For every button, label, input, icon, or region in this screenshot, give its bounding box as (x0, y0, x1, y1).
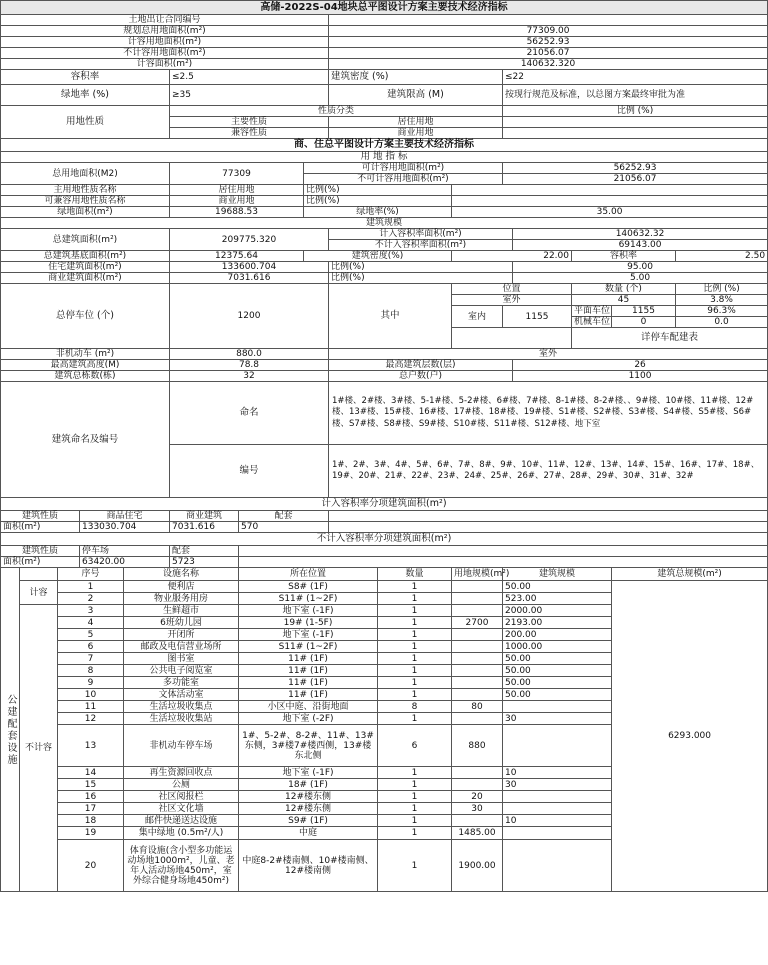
facility-land (452, 815, 503, 827)
facility-qty: 1 (378, 767, 452, 779)
facility-land (452, 713, 503, 725)
facility-location: 18# (1F) (239, 779, 378, 791)
facility-land: 1485.00 (452, 827, 503, 840)
facility-build: 30 (503, 779, 612, 791)
fa-type-blank (329, 511, 768, 522)
nfa-col-parking: 停车场 (80, 546, 170, 557)
res-area-value: 133600.704 (170, 262, 329, 273)
outdoor-label: 室外 (452, 295, 572, 306)
facility-build: 50.00 (503, 653, 612, 665)
base-area-label: 总建筑基底面积(m²) (1, 251, 170, 262)
nfa-build-label: 不计入容积率面积(m²) (329, 240, 513, 251)
facility-location: 11# (1F) (239, 665, 378, 677)
facility-no: 1 (58, 581, 124, 593)
build-scale-header: 建筑规模 (1, 218, 768, 229)
facility-name: 非机动车停车场 (124, 725, 239, 767)
parking-value: 1200 (170, 284, 329, 349)
com-area-value: 7031.616 (170, 273, 329, 284)
facility-no: 2 (58, 593, 124, 605)
planned-land-area-value: 77309.00 (329, 26, 768, 37)
facility-location: 12#楼东侧 (239, 791, 378, 803)
building-count-value: 32 (170, 371, 329, 382)
compat-use-ratio (503, 128, 768, 139)
nfa-val-supporting: 5723 (170, 557, 239, 568)
facility-land (452, 653, 503, 665)
facility-name: 体育设施(含小型多功能运动场地1000m²，儿童、老年人活动场地450m²，室外综合健身场地450m²) (124, 840, 239, 892)
class-label: 性质分类 (170, 106, 503, 117)
households-label: 总户数(户) (329, 371, 513, 382)
far-value: ≤2.5 (170, 70, 329, 85)
building-names: 1#楼、2#楼、3#楼、5-1#楼、5-2#楼、6#楼、7#楼、8-1#楼、8-2#楼、、9#楼、10#楼、11#楼、12#楼、13#楼、15#楼、16#楼、17#楼、18#楼、19#楼、S1#楼、S2#楼、S3#楼、S4#楼、S5#楼、S6#楼、S7#楼、S8#楼、S9#楼、S10#楼、S11#楼、S12#楼、地下室 (329, 382, 768, 445)
nfa-val-parking: 63420.00 (80, 557, 170, 568)
facility-land: 880 (452, 725, 503, 767)
nfa-breakdown-title: 不计入容积率分项建筑面积(m²) (1, 533, 768, 546)
facility-location: S11# (1~2F) (239, 593, 378, 605)
flat-spaces-pct: 96.3% (676, 306, 768, 317)
nfa-land-area-value: 21056.07 (329, 48, 768, 59)
nonmotor-outdoor: 室外 (329, 349, 768, 360)
facility-build: 50.00 (503, 665, 612, 677)
facility-build (503, 701, 612, 713)
facility-no: 13 (58, 725, 124, 767)
facility-name: 开闭所 (124, 629, 239, 641)
facility-qty: 1 (378, 641, 452, 653)
header-quantity: 数量 (378, 568, 452, 581)
facility-no: 17 (58, 803, 124, 815)
green-area-value: 19688.53 (170, 207, 304, 218)
building-codes: 1#、2#、3#、4#、5#、6#、7#、8#、9#、10#、11#、12#、13#、14#、15#、16#、17#、18#、19#、20#、21#、22#、23#、24#、25#、26#、27#、28#、29#、30#、31#、32# (329, 445, 768, 498)
facility-land: 80 (452, 701, 503, 713)
facility-no: 7 (58, 653, 124, 665)
fa-type-label: 建筑性质 (1, 511, 80, 522)
main-use-ratio (503, 117, 768, 128)
indoor-qty: 1155 (503, 306, 572, 328)
res-area-label: 住宅建筑面积(m²) (1, 262, 170, 273)
facility-qty: 1 (378, 689, 452, 701)
facility-qty: 1 (378, 713, 452, 725)
facilities-total: 6293.000 (612, 581, 768, 892)
fa-build-label: 计入容积率面积(m²) (329, 229, 513, 240)
facility-land: 2700 (452, 617, 503, 629)
facility-build: 200.00 (503, 629, 612, 641)
facility-name: 集中绿地 (0.5m²/人) (124, 827, 239, 840)
facility-no: 14 (58, 767, 124, 779)
facility-location: 12#楼东侧 (239, 803, 378, 815)
com-ratio-value: 5.00 (513, 273, 768, 284)
facility-location: 地下室 (-1F) (239, 629, 378, 641)
fa-val-residential: 133030.704 (80, 522, 170, 533)
fa-land-area-label: 计容用地面积(m²) (1, 37, 329, 48)
nfa-land-label: 不可计容用地面积(m²) (304, 174, 503, 185)
facility-land (452, 767, 503, 779)
header-total-scale: 建筑总规模(m²) (612, 568, 768, 581)
facility-no: 11 (58, 701, 124, 713)
green-rate2-label: 绿地率(%) (304, 207, 452, 218)
mech-spaces-qty: 0 (612, 317, 676, 328)
density-label: 建筑密度 (%) (329, 70, 503, 85)
facility-land (452, 593, 503, 605)
flat-spaces-qty: 1155 (612, 306, 676, 317)
facility-land: 1900.00 (452, 840, 503, 892)
facility-qty: 6 (378, 725, 452, 767)
fa-area-label: 计容面积(m²) (1, 59, 329, 70)
facility-land: 20 (452, 791, 503, 803)
facility-name: 文体活动室 (124, 689, 239, 701)
res-ratio-value: 95.00 (513, 262, 768, 273)
facility-name: 再生资源回收点 (124, 767, 239, 779)
max-floors-value: 26 (513, 360, 768, 371)
nfa-col-supporting: 配套 (170, 546, 239, 557)
land-indicator-header: 用 地 指 标 (1, 152, 768, 163)
facility-qty: 1 (378, 653, 452, 665)
fa-land-label: 可计容用地面积(m²) (304, 163, 503, 174)
compat-ratio-value (452, 196, 768, 207)
compat-use-value: 商业用地 (329, 128, 503, 139)
facility-build (503, 827, 612, 840)
facility-qty: 1 (378, 617, 452, 629)
nfa-land-area-label: 不计容用地面积(m²) (1, 48, 329, 59)
header-no: 序号 (58, 568, 124, 581)
facility-name: 物业服务用房 (124, 593, 239, 605)
facility-no: 19 (58, 827, 124, 840)
mech-spaces-label: 机械车位 (572, 317, 612, 328)
facility-build: 50.00 (503, 581, 612, 593)
facility-qty: 1 (378, 581, 452, 593)
facility-no: 6 (58, 641, 124, 653)
planned-land-area-label: 规划总用地面积(m²) (1, 26, 329, 37)
facility-build (503, 840, 612, 892)
facility-no: 12 (58, 713, 124, 725)
facility-name: 邮政及电信营业场所 (124, 641, 239, 653)
fa-col-supporting: 配套 (239, 511, 329, 522)
quantity-header: 数量 (个) (572, 284, 676, 295)
fa-col-commercial: 商业建筑 (170, 511, 239, 522)
contract-no-value (329, 15, 768, 26)
facility-land (452, 581, 503, 593)
facility-location: S9# (1F) (239, 815, 378, 827)
main-name-value: 居住用地 (170, 185, 304, 196)
main-ratio-label: 比例(%) (304, 185, 452, 196)
facility-location: 小区中庭、沿街地面 (239, 701, 378, 713)
facility-build: 10 (503, 815, 612, 827)
nfa-land-value: 21056.07 (503, 174, 768, 185)
among-label: 其中 (329, 284, 452, 349)
facility-no: 8 (58, 665, 124, 677)
fa-area-blank (329, 522, 768, 533)
mech-spaces-pct: 0.0 (676, 317, 768, 328)
facility-qty: 1 (378, 779, 452, 791)
main-use-label: 主要性质 (170, 117, 329, 128)
facility-no: 3 (58, 605, 124, 617)
facility-location: 19# (1-5F) (239, 617, 378, 629)
facility-location: S11# (1~2F) (239, 641, 378, 653)
facility-land (452, 641, 503, 653)
facility-no: 10 (58, 689, 124, 701)
counted-label: 计容 (20, 581, 58, 605)
facility-name: 社区阅报栏 (124, 791, 239, 803)
header-name: 设施名称 (124, 568, 239, 581)
facility-location: 地下室 (-1F) (239, 767, 378, 779)
total-build-label: 总建筑面积(m²) (1, 229, 170, 251)
compat-name-label: 可兼容用地性质名称 (1, 196, 170, 207)
facility-no: 5 (58, 629, 124, 641)
main-ratio-value (452, 185, 768, 196)
facility-qty: 1 (378, 605, 452, 617)
facility-qty: 1 (378, 677, 452, 689)
facility-qty: 1 (378, 593, 452, 605)
fa-build-value: 140632.32 (513, 229, 768, 240)
facility-location: 中庭 (239, 827, 378, 840)
ratio-label: 比例 (%) (503, 106, 768, 117)
facility-build: 30 (503, 713, 612, 725)
page-title: 高储-2022S-04地块总平图设计方案主要技术经济指标 (1, 1, 768, 15)
facility-land (452, 689, 503, 701)
facility-qty: 1 (378, 815, 452, 827)
code-label: 编号 (170, 445, 329, 498)
res-ratio-label: 比例(%) (329, 262, 513, 273)
contract-no-label: 土地出让合同编号 (1, 15, 329, 26)
facility-name: 生活垃圾收集站 (124, 713, 239, 725)
facility-location: 中庭8-2#楼南侧、10#楼南侧、12#楼南侧 (239, 840, 378, 892)
outdoor-qty: 45 (572, 295, 676, 306)
fa-val-commercial: 7031.616 (170, 522, 239, 533)
main-name-label: 主用地性质名称 (1, 185, 170, 196)
compat-use-label: 兼容性质 (170, 128, 329, 139)
facility-build: 50.00 (503, 677, 612, 689)
nfa-build-value: 69143.00 (513, 240, 768, 251)
fa-area-value: 140632.320 (329, 59, 768, 70)
facility-no: 4 (58, 617, 124, 629)
density2-value: 22.00 (452, 251, 572, 262)
not-counted-label: 不计容 (20, 605, 58, 892)
facility-location: 1#、5-2#、8-2#、11#、13#东侧，3#楼7#楼西侧，13#楼东北侧 (239, 725, 378, 767)
facility-land (452, 665, 503, 677)
facilities-header-blank (20, 568, 58, 581)
facility-build: 10 (503, 767, 612, 779)
facility-location: 11# (1F) (239, 653, 378, 665)
density-value: ≤22 (503, 70, 768, 85)
far-label: 容积率 (1, 70, 170, 85)
max-floors-label: 最高建筑层数(层) (329, 360, 513, 371)
parking-detail-link[interactable]: 详停车配建表 (572, 328, 768, 349)
fa-breakdown-title: 计入容积率分项建筑面积(m²) (1, 498, 768, 511)
max-height-value: 78.8 (170, 360, 329, 371)
facility-name: 公共电子阅览室 (124, 665, 239, 677)
facility-name: 公厕 (124, 779, 239, 791)
facility-name: 生活垃圾收集点 (124, 701, 239, 713)
nfa-type-blank (239, 546, 768, 557)
max-height-label: 最高建筑高度(M) (1, 360, 170, 371)
facility-name: 便利店 (124, 581, 239, 593)
header-build-scale: 建筑规模 (503, 568, 612, 581)
name-label: 命名 (170, 382, 329, 445)
compat-name-value: 商业用地 (170, 196, 304, 207)
facility-qty: 8 (378, 701, 452, 713)
fa-col-residential: 商品住宅 (80, 511, 170, 522)
nfa-area-label: 面积(m²) (1, 557, 80, 568)
fa-area-label: 面积(m²) (1, 522, 80, 533)
facility-build: 523.00 (503, 593, 612, 605)
facility-land (452, 779, 503, 791)
far2-label: 容积率 (572, 251, 676, 262)
land-use-label: 用地性质 (1, 106, 170, 139)
facility-no: 18 (58, 815, 124, 827)
facility-build: 2193.00 (503, 617, 612, 629)
facility-name: 生鲜超市 (124, 605, 239, 617)
households-value: 1100 (513, 371, 768, 382)
base-area-value: 12375.64 (170, 251, 304, 262)
header-location: 所在位置 (239, 568, 378, 581)
facility-location: 地下室 (-2F) (239, 713, 378, 725)
nfa-type-label: 建筑性质 (1, 546, 80, 557)
fa-land-area-value: 56252.93 (329, 37, 768, 48)
green-rate2-value: 35.00 (452, 207, 768, 218)
far2-value: 2.50 (676, 251, 768, 262)
facility-build (503, 791, 612, 803)
facility-qty: 1 (378, 840, 452, 892)
facility-build: 50.00 (503, 689, 612, 701)
facility-qty: 1 (378, 791, 452, 803)
facility-build (503, 725, 612, 767)
naming-label: 建筑命名及编号 (1, 382, 170, 498)
facility-build: 2000.00 (503, 605, 612, 617)
facility-qty: 1 (378, 665, 452, 677)
total-land-value: 77309 (170, 163, 304, 185)
green-area-label: 绿地面积(m²) (1, 207, 170, 218)
facility-qty: 1 (378, 827, 452, 840)
com-area-label: 商业建筑面积(m²) (1, 273, 170, 284)
facility-location: 11# (1F) (239, 689, 378, 701)
facility-location: S8# (1F) (239, 581, 378, 593)
facility-location: 地下室 (-1F) (239, 605, 378, 617)
nfa-area-blank (239, 557, 768, 568)
header-land-scale: 用地规模(m²) (452, 568, 503, 581)
section2-title: 商、住总平图设计方案主要技术经济指标 (1, 139, 768, 152)
parking-blank (452, 328, 572, 349)
facility-qty: 1 (378, 629, 452, 641)
total-land-label: 总用地面积(M2) (1, 163, 170, 185)
height-limit-value: 按现行规范及标准，以总图方案最终审批为准 (503, 85, 768, 106)
percent-header: 比例 (%) (676, 284, 768, 295)
com-ratio-label: 比例(%) (329, 273, 513, 284)
facility-no: 15 (58, 779, 124, 791)
facility-name: 图书室 (124, 653, 239, 665)
fa-val-supporting: 570 (239, 522, 329, 533)
fa-land-value: 56252.93 (503, 163, 768, 174)
green-rate-label: 绿地率 (%) (1, 85, 170, 106)
facility-qty: 1 (378, 803, 452, 815)
position-header: 位置 (452, 284, 572, 295)
facility-no: 9 (58, 677, 124, 689)
height-limit-label: 建筑限高 (M) (329, 85, 503, 106)
facility-land: 30 (452, 803, 503, 815)
facility-name: 邮件快递送达设施 (124, 815, 239, 827)
parking-label: 总停车位 (个) (1, 284, 170, 349)
facility-name: 社区文化墙 (124, 803, 239, 815)
density2-label: 建筑密度(%) (304, 251, 452, 262)
facility-name: 6班幼儿园 (124, 617, 239, 629)
facility-no: 16 (58, 791, 124, 803)
facility-no: 20 (58, 840, 124, 892)
outdoor-pct: 3.8% (676, 295, 768, 306)
compat-ratio-label: 比例(%) (304, 196, 452, 207)
total-build-value: 209775.320 (170, 229, 329, 251)
facility-land (452, 629, 503, 641)
facility-build (503, 803, 612, 815)
nonmotor-value: 880.0 (170, 349, 329, 360)
facility-name: 多功能室 (124, 677, 239, 689)
green-rate-value: ≥35 (170, 85, 329, 106)
facility-land (452, 677, 503, 689)
facility-land (452, 605, 503, 617)
indoor-label: 室内 (452, 306, 503, 328)
nonmotor-label: 非机动车 (m²) (1, 349, 170, 360)
facilities-side-label: 公建配套设施 (1, 568, 20, 892)
flat-spaces-label: 平面车位 (572, 306, 612, 317)
building-count-label: 建筑总栋数(栋) (1, 371, 170, 382)
facility-build: 1000.00 (503, 641, 612, 653)
facility-location: 11# (1F) (239, 677, 378, 689)
main-use-value: 居住用地 (329, 117, 503, 128)
